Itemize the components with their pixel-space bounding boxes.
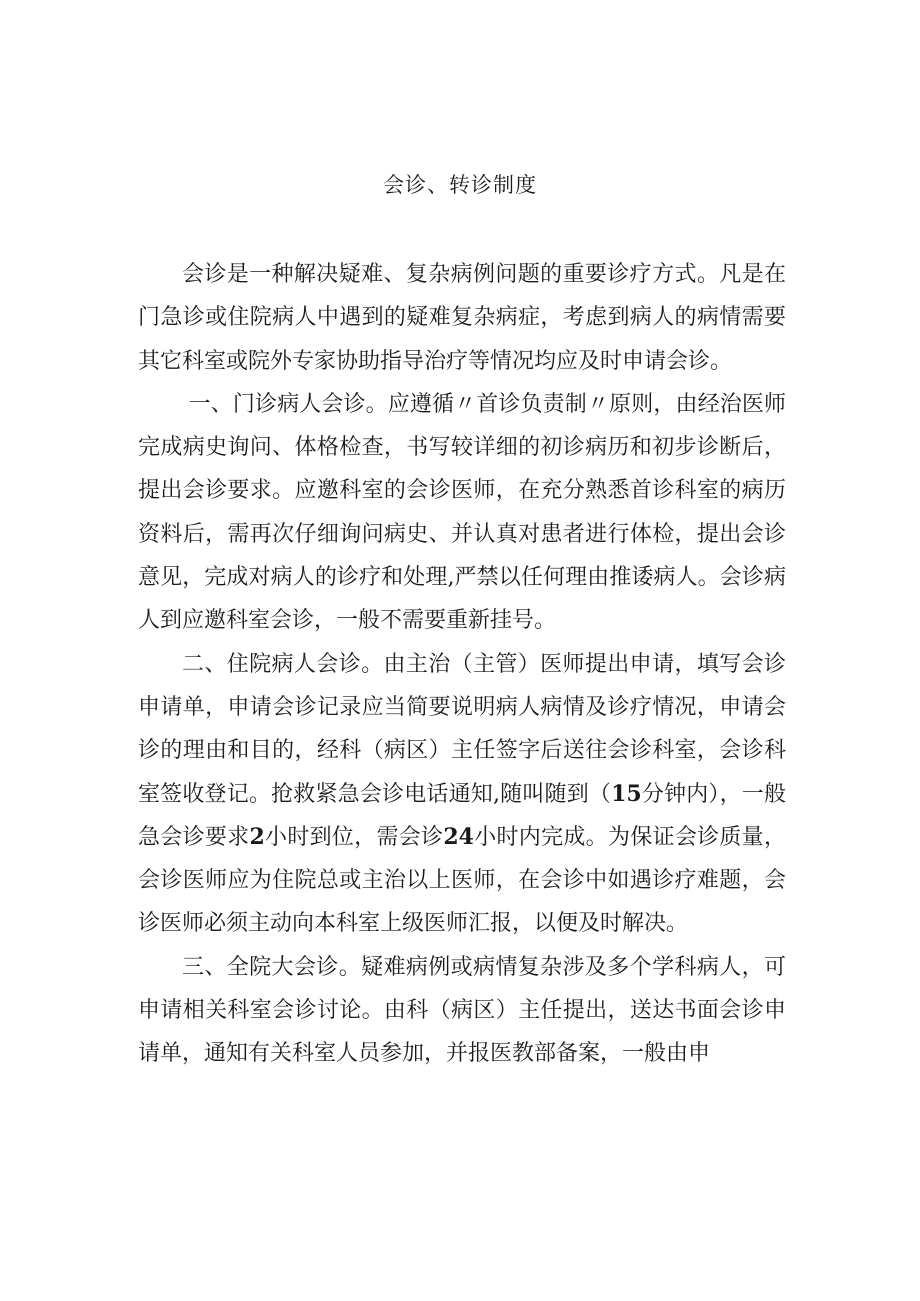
completion-hours-value: 24: [443, 823, 474, 850]
inpatient-text-part4: 小时内完成。为保证会诊质量，会诊医师应为住院总或主治以上医师，在会诊中如遇诊疗难题，会诊医师必须主动向本科室上级医师汇报，以便及时解决。: [138, 824, 786, 937]
inpatient-text-part1: 二、住院病人会诊。由主治（主管）医师提出申请，填写会诊申请单，申请会诊记录应当简要说明病人病情及诊疗情况，申请会诊的理由和目的，经科（病区）主任签字后送往会诊科室，会诊科室签收登记。抢救紧急会诊电话通知,随叫随到（: [138, 651, 786, 807]
intro-paragraph: 会诊是一种解决疑难、复杂病例问题的重要诊疗方式。凡是在门急诊或住院病人中遇到的疑难复杂病症，考虑到病人的病情需要其它科室或院外专家协助指导治疗等情况均应及时申请会诊。: [138, 262, 786, 374]
hospital-wide-consultation-paragraph: 三、全院大会诊。疑难病例或病情复杂涉及多个学科病人，可申请相关科室会诊讨论。由科（病区）主任提出，送达书面会诊申请单，通知有关科室人员参加，并报医教部备案，一般由申: [138, 954, 786, 1067]
urgent-hours-value: 2: [249, 823, 265, 850]
document-title: 会诊、转诊制度: [383, 173, 537, 197]
inpatient-text-part3: 小时到位，需会诊: [264, 824, 444, 850]
inpatient-text-part2: 分钟内），一般急会诊要求: [138, 781, 786, 850]
emergency-minutes-value: 15: [611, 780, 642, 807]
document-body: [138, 253, 786, 1076]
outpatient-consultation-paragraph: 一、门诊病人会诊。应遵循〃首诊负责制〃原则，由经治医师完成病史询问、体格检查，书写较详细的初诊病历和初步诊断后，提出会诊要求。应邀科室的会诊医师，在充分熟悉首诊科室的病历资料后，需再次仔细询问病史、并认真对患者进行体检，提出会诊意见，完成对病人的诊疗和处理,严禁以任何理由推诿病人。会诊病人到应邀科室会诊，一般不需要重新挂号。: [138, 391, 786, 634]
inpatient-consultation-paragraph: [138, 643, 786, 946]
